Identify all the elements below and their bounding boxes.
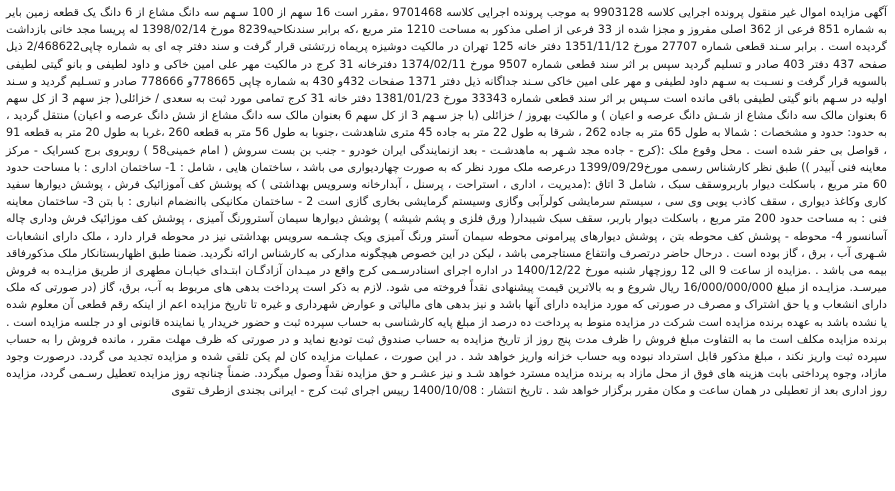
notice-body-text: آگهی مزایده اموال غیر منقول پرونده اجرایی کلاسه 9903128 به موجب پرونده اجرایی کلاسه 9701468 ،مقرر است 16 سهم از 100 سـهم سه دانگ مشاع از 6 دانگ یک قطعه زمین بایر به شماره 851 فرعی از 362 اصلی مفروز و مجزا شده از 33 فرعی از اصلی مذکور به مساحت 1210 متر مربع ،که برابر سندنکاحیه8239 مورخ 1398/02/14 له پریسا مجد خانی بازداشت گردیده است . برابر سـند قطعی شماره 27707 مورخ 1351/11/12 دفتر خانه 125 تهران در مالکیت دوشیزه پریماه زرتشتی قرار گرفت و سند دفتر چه ای به شماره چاپی2/468622 ذیل صفحه 437 دفتر 403 صادر و تسلیم گردید سپس بر اثر سند قطعی شماره 9507 مورخ 1374/02/11 دفترخانه 31 کرج در مالکیت مهر علی امین خاکی و داود لطیفی و بانو گیتی لطیفی بالسویه قرار گرفت و نسـبت به سـهم داود لطیفی و مهر علی امین خاکی سـند جداگانه ذیل دفتر 1371 صفحات 432و 430 به شماره چاپی 778665و 778666 صادر و تسـلیم گردید و سـند اولیه در سـهم بانو گیتی لطیفی باقی مانده است سـپس بر اثر سند قطعی شماره 33343 مورخ 1381/01/23 دفتر خانه 31 کرج تمامی مورد ثبت به سعدی / خزائلی( جز سهم 3 از کل سهم 6 بعنوان مالک سه دانگ مشاع از شـش دانگ عرصه و اعیان ) و مالکیت بهروز / خزائلی (با جز سـهم 3 از کل سهم 6 بعنوان مالک سه دانگ مشاع از شش دانگ عرصه و اعیان) منتقل گردید ، به حدود: حدود و مشخصات : شمالا به طول 65 متر به جاده 262 ، شرقا به طول 22 متر به جاده 45 متری شاهدشت ،جنوبا به طول 56 متر به قطعه 260 ،غربا به طول 20 متر به قطعه 91 ، قواصل بی حفر شده است . محل وقوع ملک :(کرج - جاده مجد شـهر به ماهدشـت - بعد ازنمایندگی ایران خودرو - جنب بن بست سروش ( امام خمینی58 ) روبروی برج کسرایک - مرکز معاینه فنی آبیدر )) طبق نظر کارشناس رسمی مورخ1399/09/29 درعرصه ملک مورد نظر که به صورت چهاردیواری می باشد ، ساختمان هایی ، شامل : 1- ساختمان اداری : با مساحت حدود 60 متر مربع ، باسکلت دیوار باربروسقف سبک ، شامل 3 اتاق :(مدیریت ، اداری ، استراحت ، پرسنل ، آبدارخانه وسرویس بهداشتی ) که پوشش کف آموزائیک فرش ، پوشش دیوارها سفید کاری وکاغذ دیواری ، سقف کاذب یوبی وی سی ، سیستم سرمایشی کولرآبی وگازی وسیستم گرمایشی بخاری گازی است 2 - ساختمان مکانیکی باانضمام انباری : با بتن 3- ساختمان معاینه فنی : به مساحت حدود 200 متر مربع ، باسکلت دیوار باربر، سقف سبک شیبدار( ورق فلزی و پشم شیشه ) پوشش دیوارها سیمان آسترورنگ آمیزی ، پوشش کف موزائیک فرش وداری چاله آسانسور 4- محوطه - پوشش کف محوطه بتن ، پوشش دیوارهای پیرامونی محوطه سیمان آستر ورنگ آمیزی ویک چشـمه سرویس بهداشتی نیز در محوطه قرار دارد ، ملک دارای انشعابات شـهری آب ، برق ، گاز بوده است . درحال حاضر درتصرف وانتفاع مستاجرمی باشد ، لیکن در این خصوص هیچگونه مدارکی به کارشناس ارائه نگردید. ضمنا طبق اظهاربستانکار ملک مذکورفاقد بیمه می باشد . .مزایده از ساعت 9 الی 12 روزچهار شنبه مورخ 1400/12/22 در اداره اجرای اسنادرسـمی کرج واقع در میـدان آزادگـان ابتـدای خیابـان مطهری از طریق مزایـده به فروش میرسـد. مزایـده از مبلغ 16/000/000/000 ریال شروع و به بالاترین قیمت پیشنهادی نقداً فروخته می شود. لازم به ذکر است پرداخت بدهی های مربوط به آب، برق، گاز (در صورتی که ملک دارای انشعاب و یا حق اشتراک و مصرف در صورتی که مورد مزایده دارای آنها باشد و نیز بدهی های مالیاتی و عوارض شهرداری و غیره تا تاریخ مزایده اعم از اینکه رقم قطعی آن معلوم شده یا نشده باشد به عهده برنده مزایده است شرکت در مزایده منوط به پرداخت ده درصد از مبلغ پایه کارشناسی به حساب سپرده ثبت و حضور خریدار یا نماینده قانونی او در جلسه مزایده است . برنده مزایده مکلف است ما به التفاوت مبلغ فروش را ظرف مدت پنج روز از تاریخ مزایده به حساب صندوق ثبت تودیع نماید و در صورتی که ظرف مهلت مقرر ، مانده فروش را به حساب سپرده ثبت واریز نکند ، مبلغ مذکور قابل استرداد نبوده وبه حساب خزانه واریز خواهد شد . در این صورت ، عملیات مزایده کان لم یکن تلقی شده و مزایده تجدید می گردد. درصورت وجود مازاد، وجوه پرداختی بابت هزینه های فوق از محل مازاد به برنده مزایده مسترد خواهد شـد و نیز عشـر و حق مزایده نقداً وصول میگردد. ضمناً چنانچه روز مزایده تعطیل رسـمی گردد، مزایده روز اداری بعد از تعطیلی در همان ساعت و مکان مقرر برگزار خواهد شد . تاریخ انتشار : 1400/10/08 رییس اجرای ثبت کرج - ایرانی بجندی ازطرف تقوی — [6, 6, 888, 398]
